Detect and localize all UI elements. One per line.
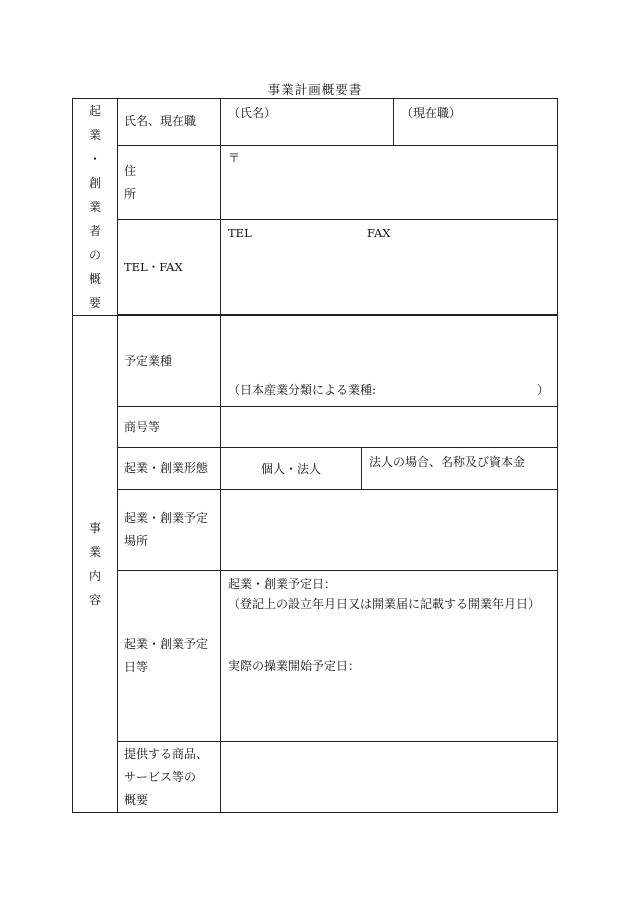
registration-date-note: （登記上の設立年月日又は開業届に記載する開業年月日） — [228, 597, 541, 611]
form-row — [73, 448, 558, 490]
name-field[interactable]: （氏名） — [221, 99, 394, 146]
date-field[interactable] — [221, 571, 558, 742]
industry-row — [73, 316, 558, 407]
document-title: 事業計画概要書 — [267, 82, 363, 97]
date-label: 起業・創業予定 日等 — [118, 571, 221, 742]
trade-name-field[interactable] — [221, 407, 558, 448]
products-row — [73, 742, 558, 813]
address-row — [73, 145, 558, 220]
tel-fax-field[interactable] — [221, 220, 558, 315]
name-row — [73, 99, 558, 146]
products-field[interactable] — [221, 742, 558, 813]
fax-value: FAX — [367, 226, 391, 241]
trade-name-row — [73, 407, 558, 448]
date-row — [73, 571, 558, 742]
industry-field[interactable] — [221, 316, 558, 407]
postal-mark: 〒 — [228, 150, 241, 165]
place-field[interactable] — [221, 490, 558, 571]
business-plan-table — [72, 98, 558, 813]
corp-name-capital-field[interactable]: 法人の場合、名称及び資本金 — [362, 448, 558, 490]
place-label: 起業・創業予定 場所 — [118, 490, 221, 571]
products-label: 提供する商品、 サービス等の 概要 — [118, 742, 221, 813]
industry-note-end: ） — [537, 383, 550, 397]
place-row — [73, 490, 558, 571]
section-entrepreneur-overview: 起 業 ・ 創 業 者 の 概 要 — [73, 99, 118, 316]
tel-value: TEL — [228, 226, 252, 241]
address-field[interactable] — [221, 145, 558, 220]
tel-fax-row — [73, 220, 558, 315]
tel-fax-label: TEL・FAX — [118, 220, 221, 315]
name-label: 氏名、現在職 — [118, 99, 221, 146]
section-business-content: 事 業 内 容 — [73, 316, 118, 813]
industry-label: 予定業種 — [118, 316, 221, 407]
address-label: 住 所 — [118, 145, 221, 220]
current-job-field[interactable]: （現在職） — [394, 99, 558, 146]
start-date-line: 起業・創業予定日： — [228, 577, 337, 591]
form-choice[interactable]: 個人・法人 — [221, 448, 362, 490]
industry-note: （日本産業分類による業種: — [228, 383, 377, 397]
trade-name-label: 商号等 — [118, 407, 221, 448]
operation-start-line: 実際の操業開始予定日： — [228, 659, 361, 673]
form-label: 起業・創業形態 — [118, 448, 221, 490]
